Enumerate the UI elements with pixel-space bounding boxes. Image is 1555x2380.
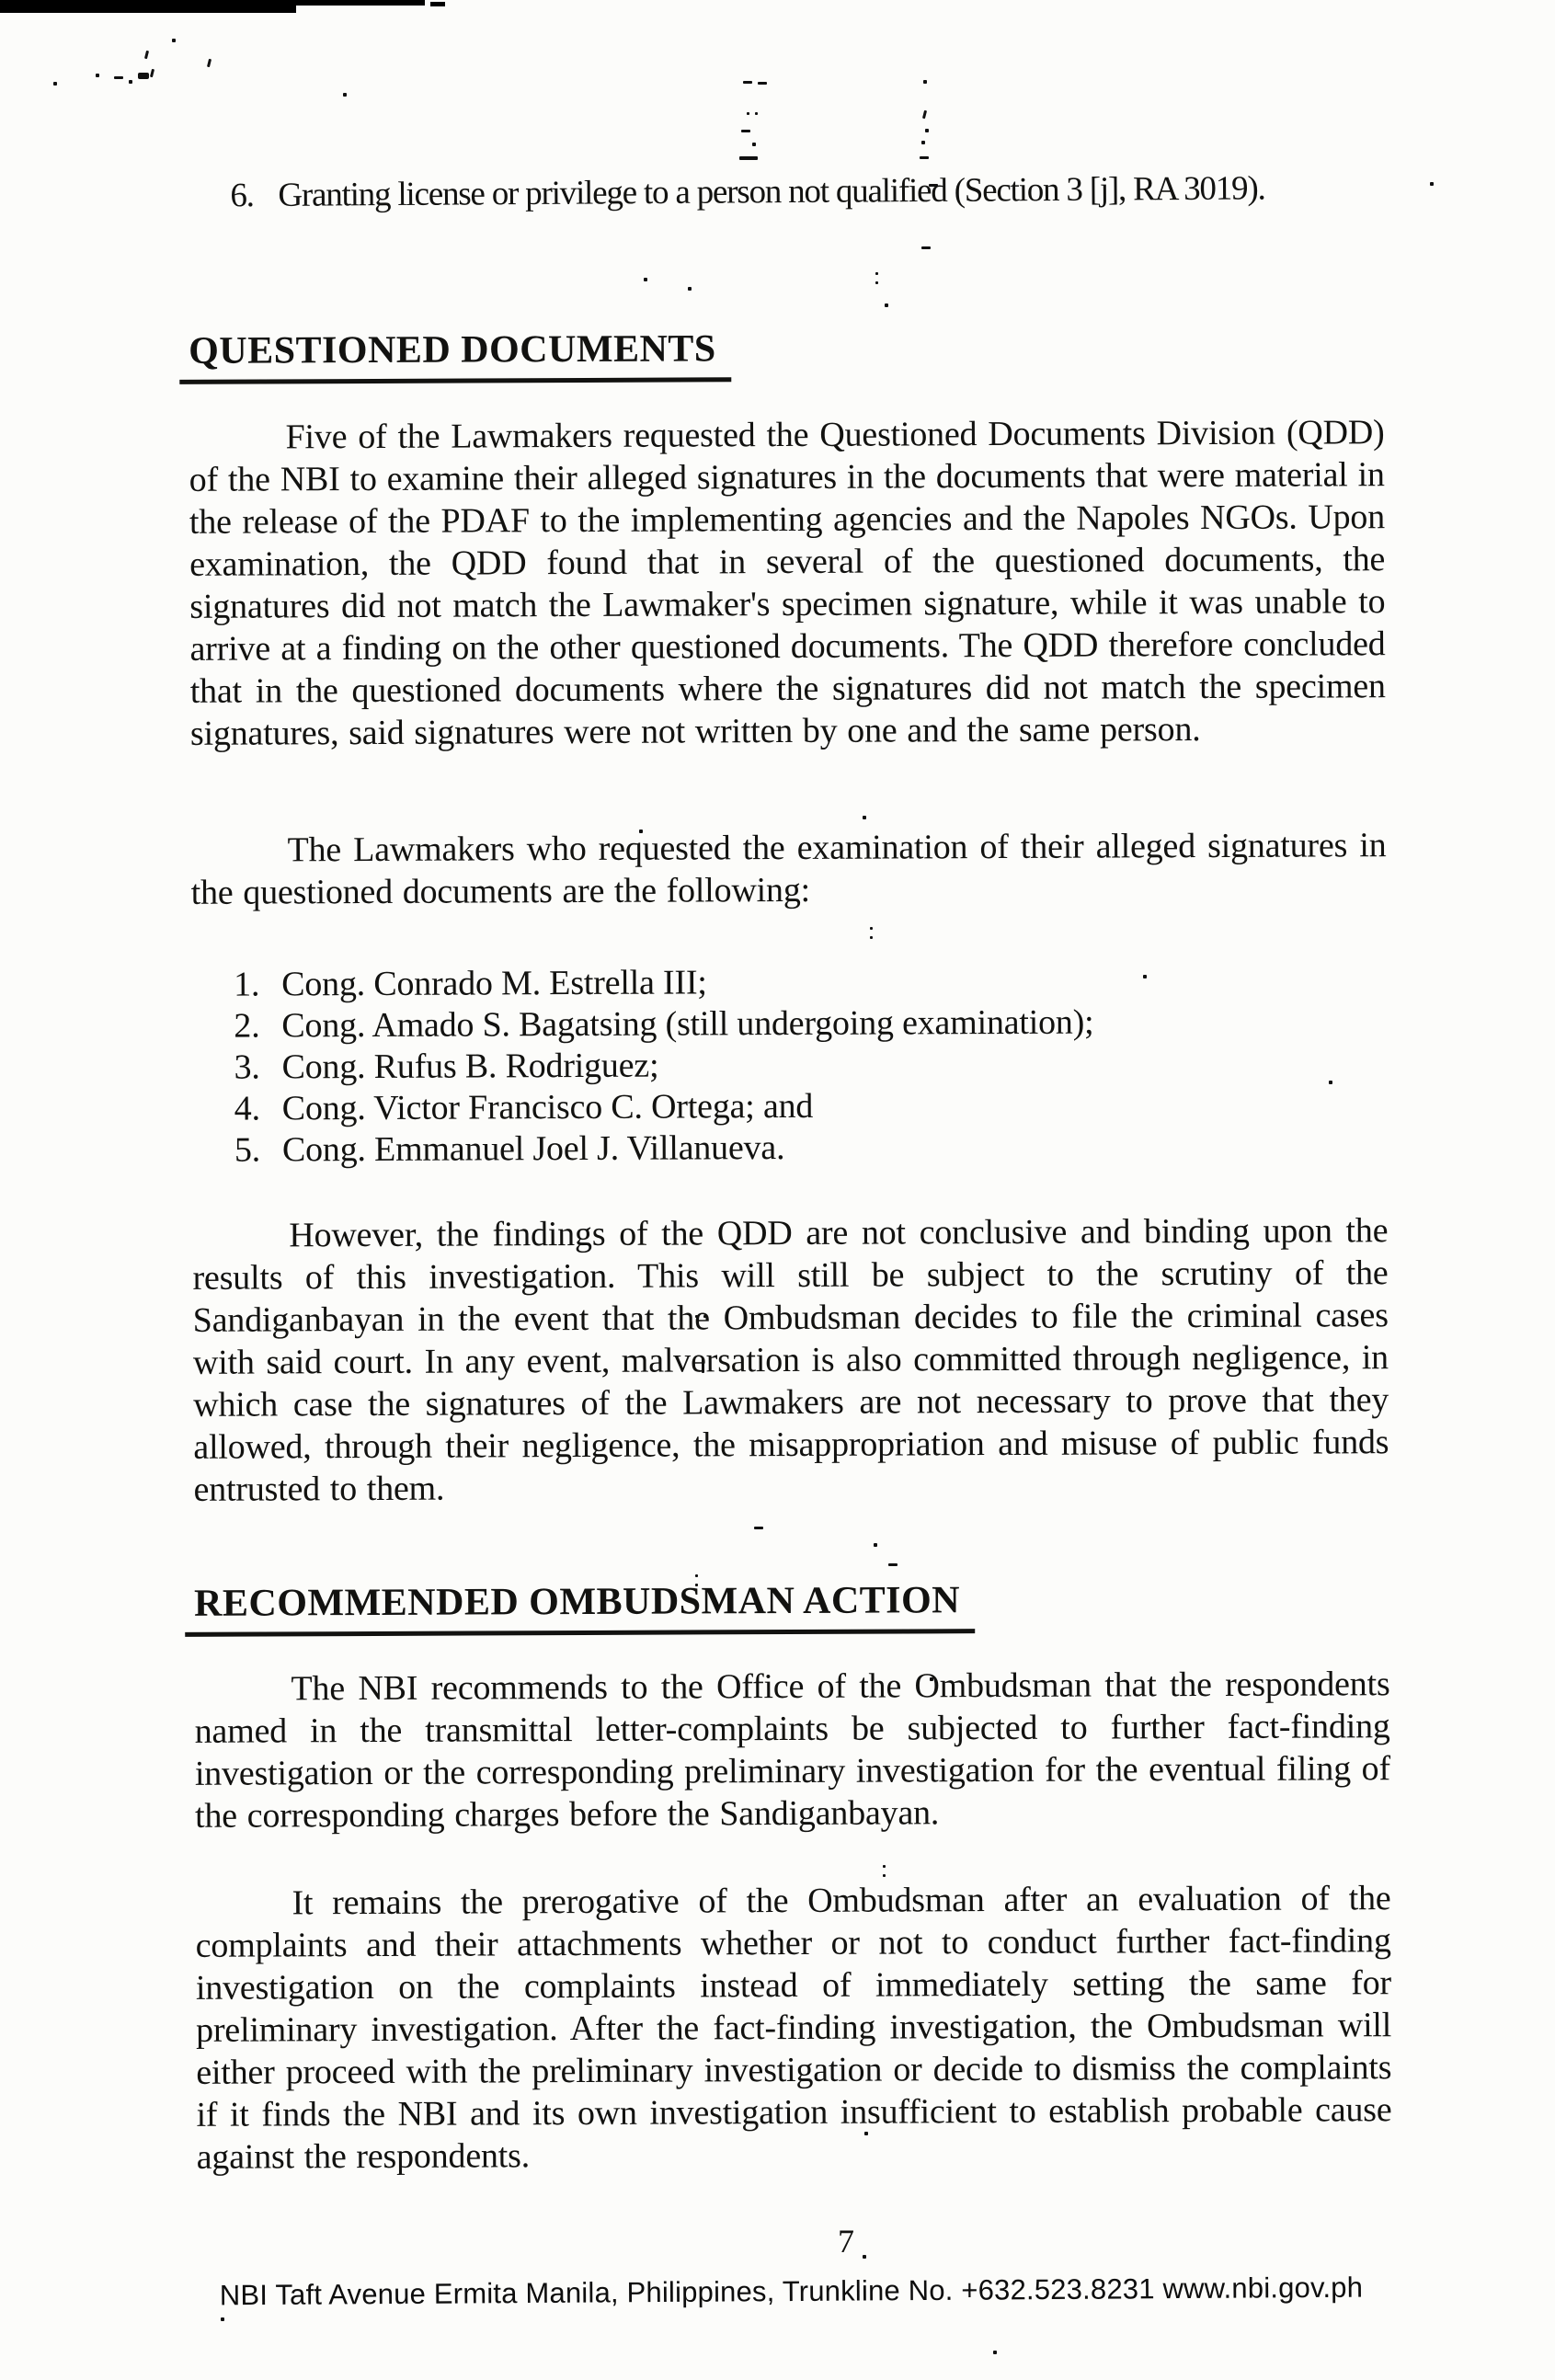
scan-speck bbox=[138, 73, 149, 79]
list-number: 1. bbox=[234, 965, 260, 1004]
list-item-lawmaker bbox=[234, 961, 1093, 1006]
list-number: 3. bbox=[234, 1047, 260, 1087]
paragraph-lawmakers-intro: The Lawmakers who requested the examination of their alleged signatures in the questioned documents are the following: bbox=[190, 826, 1387, 912]
lawmaker-name: Cong. Amado S. Bagatsing (still undergoing examination); bbox=[281, 1002, 1094, 1046]
list-item-lawmaker bbox=[234, 1044, 1093, 1089]
paragraph-qdd-examination: Five of the Lawmakers requested the Questioned Documents Division (QDD) of the NBI to examine their alleged signatures in the documents that were material in the release of the PDAF to the implementing agencies and the Napoles NGOs. Upon examination, the QDD found that in several of the questioned documents, the signatures did not match the Lawmaker's specimen signature, while it was unable to arrive at a finding on the other questioned documents. The QDD therefore concluded that in the questioned documents where the signatures did not match the specimen signatures, said signatures were not written by one and the same person. bbox=[189, 413, 1386, 753]
scan-speck bbox=[150, 69, 154, 77]
scan-speck bbox=[53, 82, 57, 86]
section-heading-questioned-documents: QUESTIONED DOCUMENTS bbox=[179, 326, 731, 384]
lawmaker-name: Cong. Victor Francisco C. Ortega; and bbox=[281, 1086, 814, 1128]
page-number: 7 bbox=[838, 2223, 854, 2260]
section-heading-recommended-ombudsman-action: RECOMMENDED OMBUDSMAN ACTION bbox=[185, 1578, 975, 1637]
document-content bbox=[187, 0, 1392, 2380]
paragraph-ombudsman-prerogative: It remains the prerogative of the Ombudsman after an evaluation of the complaints and their attachments whether or not to conduct further fact-finding investigation on the complaints instead of immediately setting the same for preliminary investigation. After the fact-finding investigation, the Ombudsman will either proceed with the preliminary investigation or decide to dismiss the complaints if it finds the NBI and its own investigation insufficient to establish probable cause against the respondents. bbox=[195, 1879, 1392, 2177]
list-item-lawmaker bbox=[234, 1085, 1094, 1130]
list-number: 5. bbox=[234, 1130, 261, 1170]
scan-speck bbox=[172, 39, 176, 42]
scan-speck bbox=[129, 80, 132, 84]
paragraph-nbi-recommendation: The NBI recommends to the Office of the Ombudsman that the respondents named in the transmittal letter-complaints be subjected to further fact-finding investigation or the corresponding preliminary investigation for the eventual filing of the corresponding charges before the Sandiganbayan. bbox=[194, 1665, 1390, 1836]
scan-speck bbox=[96, 74, 99, 77]
footer-address: NBI Taft Avenue Ermita Manila, Philippines, Trunkline No. +632.523.8231 www.nbi.gov.ph bbox=[219, 2271, 1364, 2312]
lawmaker-name: Cong. Rufus B. Rodriguez; bbox=[281, 1046, 659, 1087]
scan-speck bbox=[1430, 182, 1434, 186]
list-item-lawmaker bbox=[234, 1127, 1094, 1172]
scan-speck bbox=[114, 76, 123, 79]
lawmaker-name: Cong. Conrado M. Estrella III; bbox=[281, 963, 707, 1004]
numbered-item-6 bbox=[230, 167, 1382, 218]
lawmakers-list bbox=[234, 961, 1094, 1172]
list-number: 4. bbox=[234, 1089, 260, 1128]
scan-speck bbox=[144, 51, 149, 59]
item-number: 6. bbox=[230, 177, 254, 215]
paragraph-qdd-not-conclusive: However, the findings of the QDD are not conclusive and binding upon the results of this investigation. This will still be subject to the scrutiny of the Sandiganbayan in the event that the Ombudsman decides to file the criminal cases with said court. In any event, malversation is also committed through negligence, in which case the signatures of the Lawmakers are not necessary to prove that they allowed, through their negligence, the misappropriation and misuse of public funds entrusted to them. bbox=[192, 1211, 1389, 1509]
list-item-lawmaker bbox=[234, 1002, 1093, 1047]
list-number: 2. bbox=[234, 1006, 260, 1046]
item-text: Granting license or privilege to a person not qualified (Section 3 [j], RA 3019). bbox=[278, 169, 1265, 214]
lawmaker-name: Cong. Emmanuel Joel J. Villanueva. bbox=[281, 1128, 785, 1170]
